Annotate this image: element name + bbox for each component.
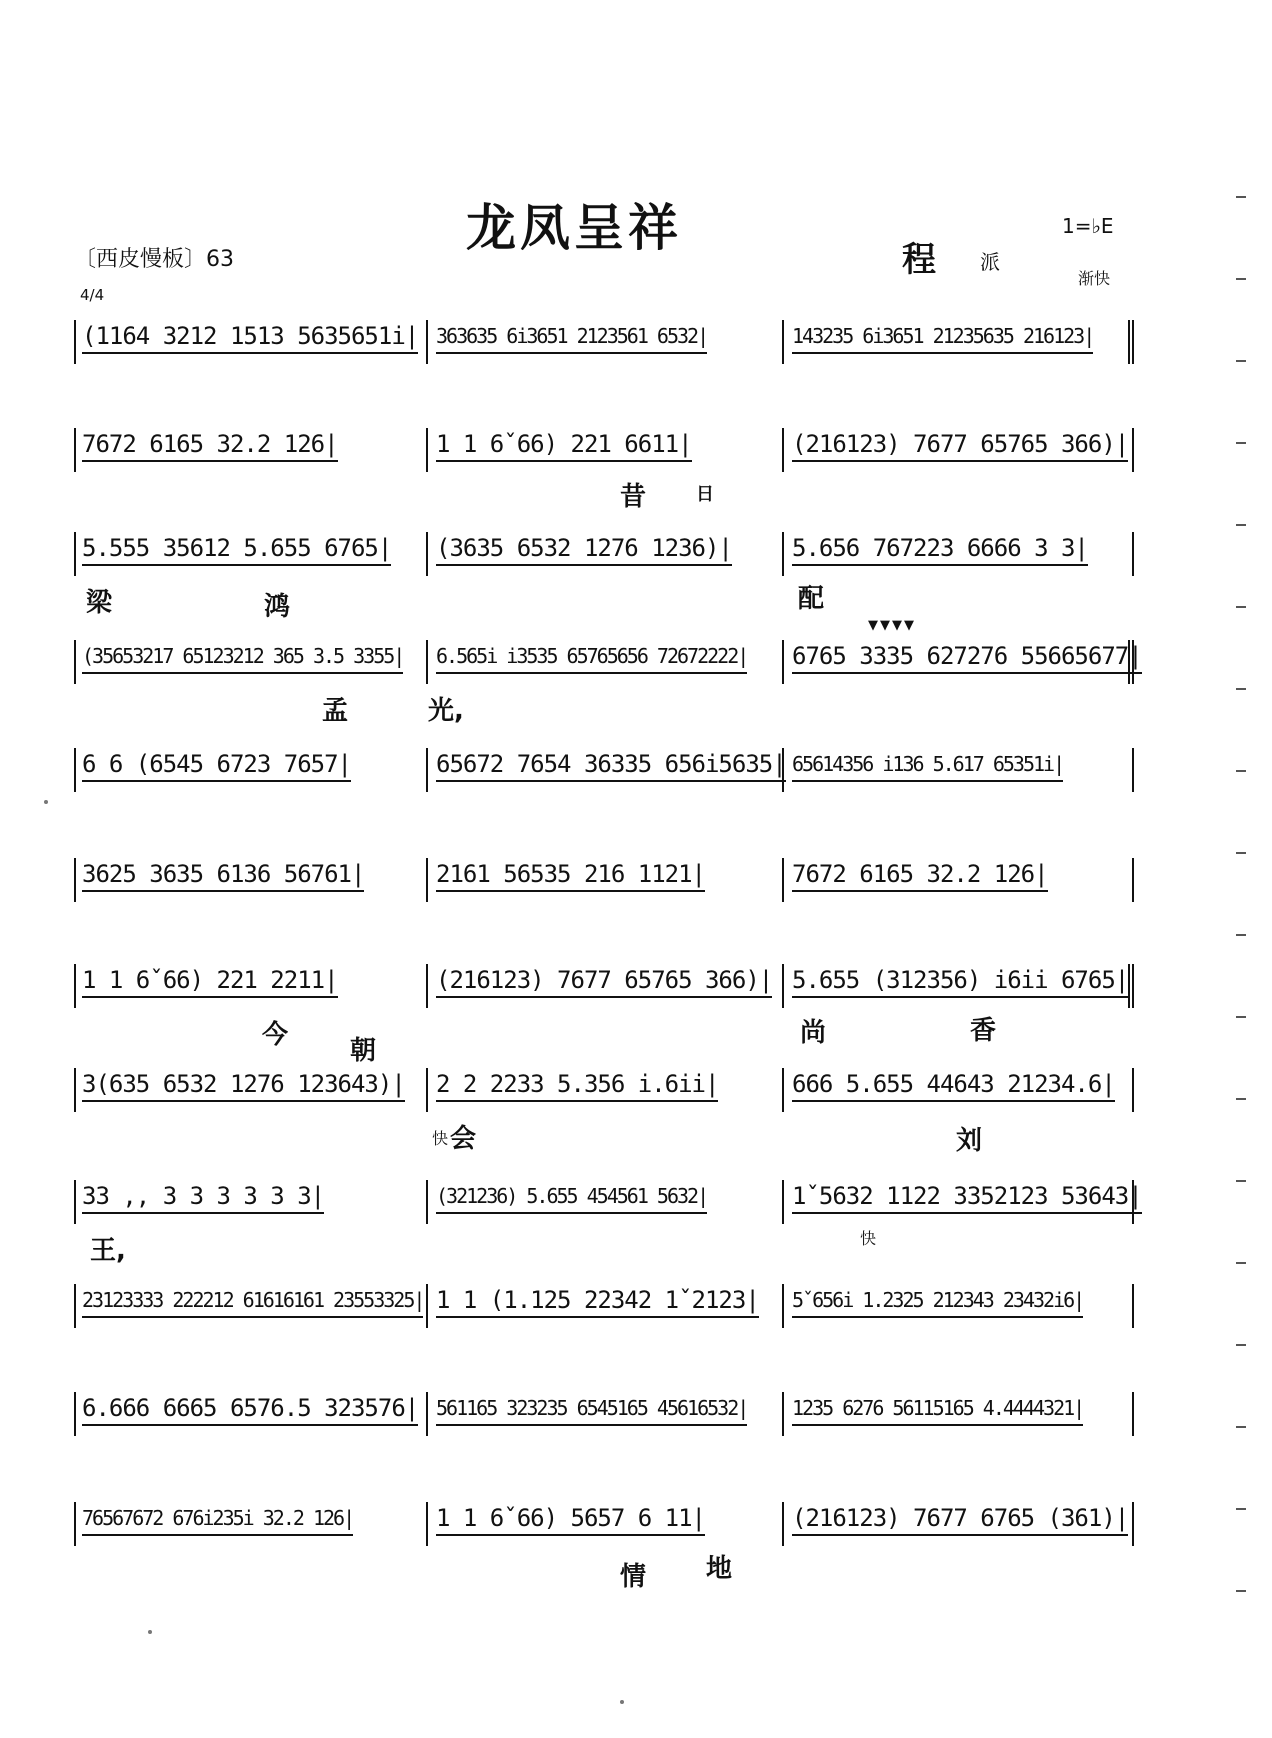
notation-text: 143235 6i3651 21235635 216123| [792,322,1093,354]
notation-text: 2161 56535 216 1121| [436,860,705,892]
notation-text: 65614356 i136 5.617 65351i| [792,750,1063,782]
measure [74,1178,424,1224]
measure [74,426,424,472]
score-row [74,856,1134,902]
measure [784,1178,1142,1224]
notation-text: 6765 3335 627276 55665677| [792,642,1142,674]
measure [74,530,424,576]
score-row [74,638,1142,684]
measure [74,856,424,902]
margin-tick [1236,278,1246,280]
notation-text: 6.666 6665 6576.5 323576| [82,1394,418,1426]
measure [74,318,424,364]
measure [784,318,1134,364]
score-title: 龙凤呈祥 [466,198,682,257]
measure [428,426,780,472]
measure [428,1178,780,1224]
scan-speck [620,1700,624,1704]
lyric-char: 刘 [956,1126,983,1156]
score-row [74,530,1134,576]
score-row [74,318,1134,364]
notation-text: 1235 6276 56115165 4.4444321| [792,1394,1083,1426]
score-row [74,426,1134,472]
margin-tick [1236,934,1246,936]
score-row [74,1500,1134,1546]
performer-name: 程 [902,240,950,280]
notation-text: 5.656 767223 6666 3 3| [792,534,1088,566]
margin-tick [1236,524,1246,526]
score-row [74,1066,1134,1112]
measure [428,1390,780,1436]
notation-text: 1 1 6ˇ66) 5657 6 11| [436,1504,705,1536]
notation-text: 76567672 676i235i 32.2 126| [82,1504,353,1536]
measure [74,746,424,792]
measure [74,638,424,684]
lyric-char: 地 [706,1554,733,1584]
notation-text: (216123) 7677 6765 (361)| [792,1504,1128,1536]
scan-speck [44,800,48,804]
notation-text: (35653217 65123212 365 3.5 3355| [82,642,403,674]
margin-tick [1236,1508,1246,1510]
notation-text: 1 1 (1.125 22342 1ˇ2123| [436,1286,759,1318]
notation-text: 5.555 35612 5.655 6765| [82,534,391,566]
measure [784,530,1134,576]
banqiang-label: 〔西皮慢板〕63 [74,247,234,272]
notation-text: 666 5.655 44643 21234.6| [792,1070,1115,1102]
measure [428,1282,780,1328]
tempo-annotation: 快 [860,1229,877,1248]
margin-tick [1236,852,1246,854]
measure [428,1500,780,1546]
notation-text: 7672 6165 32.2 126| [792,860,1048,892]
lyric-char: 王, [90,1236,126,1266]
margin-tick [1236,1098,1246,1100]
measure [74,962,424,1008]
performer-style: 派 [980,250,1000,274]
measure [428,1066,780,1112]
notation-text: 3(635 6532 1276 123643)| [82,1070,405,1102]
notation-text: 2 2 2233 5.356 i.6ii| [436,1070,718,1102]
margin-tick [1236,442,1246,444]
measure [74,1390,424,1436]
margin-tick [1236,1344,1246,1346]
measure [784,962,1134,1008]
margin-tick [1236,688,1246,690]
scan-speck [148,1630,152,1634]
notation-text: (321236) 5.655 454561 5632| [436,1182,707,1214]
margin-tick [1236,360,1246,362]
measure [784,1390,1134,1436]
measure [428,318,780,364]
notation-text: 3625 3635 6136 56761| [82,860,364,892]
notation-text: 5ˇ656i 1.2325 212343 23432i6| [792,1286,1083,1318]
margin-tick [1236,1180,1246,1182]
lyric-char: 鸿 [264,592,291,622]
notation-text: 5.655 (312356) i6ii 6765| [792,966,1128,998]
margin-tick [1236,1426,1246,1428]
margin-tick [1236,1016,1246,1018]
notation-text: (3635 6532 1276 1236)| [436,534,732,566]
lyric-char: 日 [696,484,714,505]
margin-tick [1236,1262,1246,1264]
notation-text: 1 1 6ˇ66) 221 2211| [82,966,338,998]
accent-marks: ▼▼▼▼ [868,618,916,633]
notation-text: 33 ,, 3 3 3 3 3 3| [82,1182,324,1214]
measure [428,746,786,792]
measure [784,1066,1134,1112]
margin-tick [1236,770,1246,772]
lyric-char: 会 [450,1124,477,1154]
lyric-char: 香 [970,1016,997,1046]
notation-text: 23123333 222212 61616161 23553325| [82,1286,423,1318]
measure [74,1500,424,1546]
notation-text: (216123) 7677 65765 366)| [436,966,772,998]
measure [784,1500,1134,1546]
measure [784,1282,1134,1328]
notation-text: 6.565i i3535 65765656 72672222| [436,642,747,674]
score-row [74,1390,1134,1436]
lyric-char: 配 [798,584,825,614]
lyric-char: 昔 [620,482,647,512]
measure [428,530,780,576]
lyric-char: 尚 [800,1018,827,1048]
measure [784,856,1134,902]
key-signature: 1=♭E [1062,214,1114,238]
lyric-char: 光, [428,696,464,726]
lyric-char: 今 [262,1020,289,1050]
measure [784,638,1142,684]
measure [784,746,1134,792]
measure [74,1282,424,1328]
notation-text: (1164 3212 1513 5635651i| [82,322,418,354]
lyric-char: 梁 [86,588,113,618]
notation-text: 1 1 6ˇ66) 221 6611| [436,430,692,462]
time-signature: 4/4 [80,286,105,304]
notation-text: 65672 7654 36335 656i5635| [436,750,786,782]
lyric-char: 孟 [322,696,349,726]
measure [784,426,1134,472]
margin-tick [1236,196,1246,198]
score-row [74,1178,1142,1224]
lyric-char: 朝 [350,1036,377,1066]
score-row [74,746,1134,792]
notation-text: 363635 6i3651 2123561 6532| [436,322,707,354]
notation-text: (216123) 7677 65765 366)| [792,430,1128,462]
notation-text: 7672 6165 32.2 126| [82,430,338,462]
notation-text: 1ˇ5632 1122 3352123 53643| [792,1182,1142,1214]
score-row [74,1282,1134,1328]
score-row [74,962,1134,1008]
tempo-annotation: 快 [432,1129,449,1148]
notation-text: 6 6 (6545 6723 7657| [82,750,351,782]
tempo-annotation: 渐快 [1078,269,1111,288]
measure [428,856,780,902]
measure [428,962,780,1008]
measure [428,638,780,684]
lyric-char: 情 [620,1562,647,1592]
notation-text: 561165 323235 6545165 45616532| [436,1394,747,1426]
margin-tick [1236,1590,1246,1592]
margin-tick [1236,606,1246,608]
measure [74,1066,424,1112]
